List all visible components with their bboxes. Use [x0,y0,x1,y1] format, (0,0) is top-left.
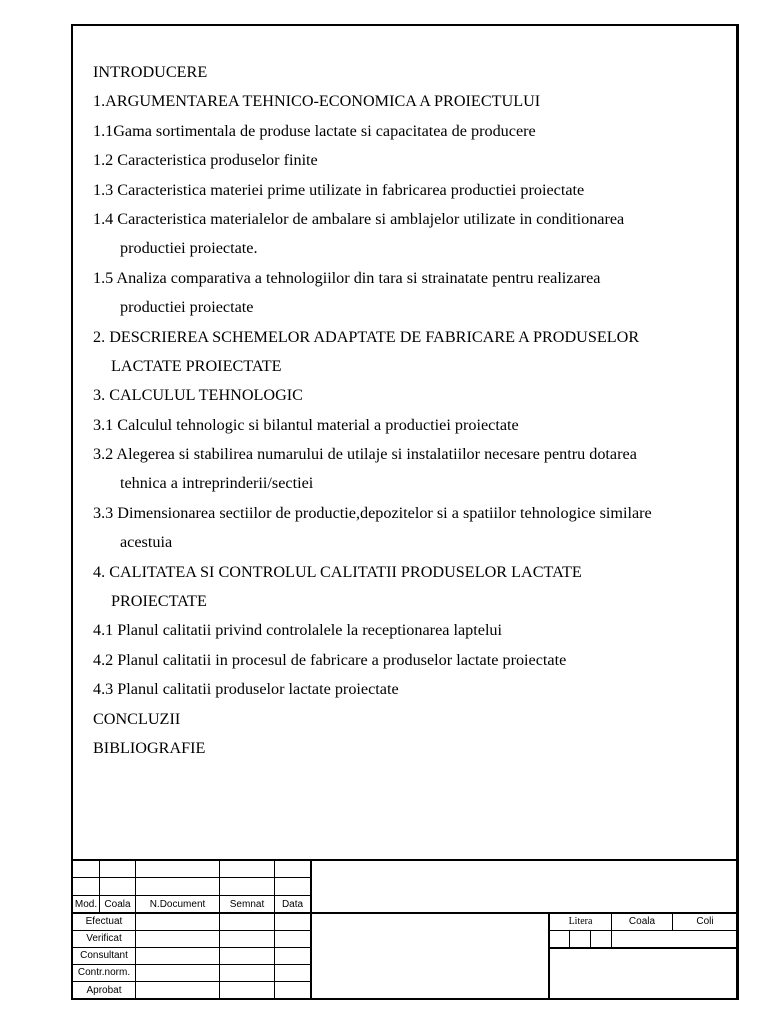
header-mod: Mod. [74,899,98,910]
toc-entry: 1.4 Caracteristica materialelor de ambalare si amblajelor utilizate in conditionarea [93,209,625,228]
divider [590,931,591,948]
table-of-contents [93,58,733,763]
row-label-verificat: Verificat [86,933,122,944]
toc-entry-continuation: LACTATE PROIECTATE [111,356,282,375]
toc-entry-continuation: acestuia [120,533,173,552]
toc-entry-continuation: productiei proiectate. [120,239,258,258]
toc-entry: 3.2 Alegerea si stabilirea numarului de utilaje si instalatiilor necesare pentru dotarea [93,445,637,464]
divider [548,930,737,931]
row-label-contr-norm: Contr.norm. [77,967,131,978]
row-label-aprobat: Aprobat [86,985,122,996]
toc-entry: 1.1Gama sortimentala de produse lactate si capacitatea de producere [93,121,536,140]
toc-entry: 3. CALCULUL TEHNOLOGIC [93,386,303,405]
divider [219,860,220,1000]
toc-entry: 1.ARGUMENTAREA TEHNICO-ECONOMICA A PROIECTULUI [93,92,541,111]
divider [569,931,570,948]
title-block-top-border [71,859,739,861]
toc-entry: 1.5 Analiza comparativa a tehnologiilor din tara si strainatate pentru realizarea [93,268,601,287]
label-coli: Coli [696,916,714,927]
toc-entry: CONCLUZII [93,709,181,728]
label-coala: Coala [628,916,656,927]
toc-entry-continuation: productiei proiectate [120,298,254,317]
row-label-efectuat: Efectuat [85,916,123,927]
toc-entry: 1.3 Caracteristica materiei prime utilizate in fabricarea productiei proiectate [93,180,585,199]
divider [548,947,737,949]
toc-entry: BIBLIOGRAFIE [93,738,206,757]
divider [135,860,136,1000]
toc-entry: 3.3 Dimensionarea sectiilor de productie,depozitelor si a spatiilor tehnologice similare [93,503,652,522]
header-semnat: Semnat [229,899,265,910]
toc-entry: 4. CALITATEA SI CONTROLUL CALITATII PRODUSELOR LACTATE [93,562,582,581]
toc-entry: 1.2 Caracteristica produselor finite [93,151,318,170]
divider [274,860,275,1000]
row-label-consultant: Consultant [80,950,128,961]
divider [310,860,312,1000]
toc-entry-continuation: PROIECTATE [111,592,207,611]
header-coala: Coala [104,899,131,910]
label-litera: Litera [568,916,593,927]
toc-entry: 3.1 Calculul tehnologic si bilantul material a productiei proiectate [93,415,519,434]
toc-entry: 4.1 Planul calitatii privind controlalele la receptionarea laptelui [93,621,503,640]
toc-entry: INTRODUCERE [93,63,208,81]
toc-entry-continuation: tehnica a intreprinderii/sectiei [120,474,314,493]
toc-entry: 4.2 Planul calitatii in procesul de fabricare a produselor lactate proiectate [93,650,567,669]
toc-entry: 2. DESCRIEREA SCHEMELOR ADAPTATE DE FABRICARE A PRODUSELOR [93,327,640,346]
toc-entry: 4.3 Planul calitatii produselor lactate proiectate [93,680,399,699]
header-data: Data [281,899,304,910]
header-ndocument: N.Document [149,899,206,910]
